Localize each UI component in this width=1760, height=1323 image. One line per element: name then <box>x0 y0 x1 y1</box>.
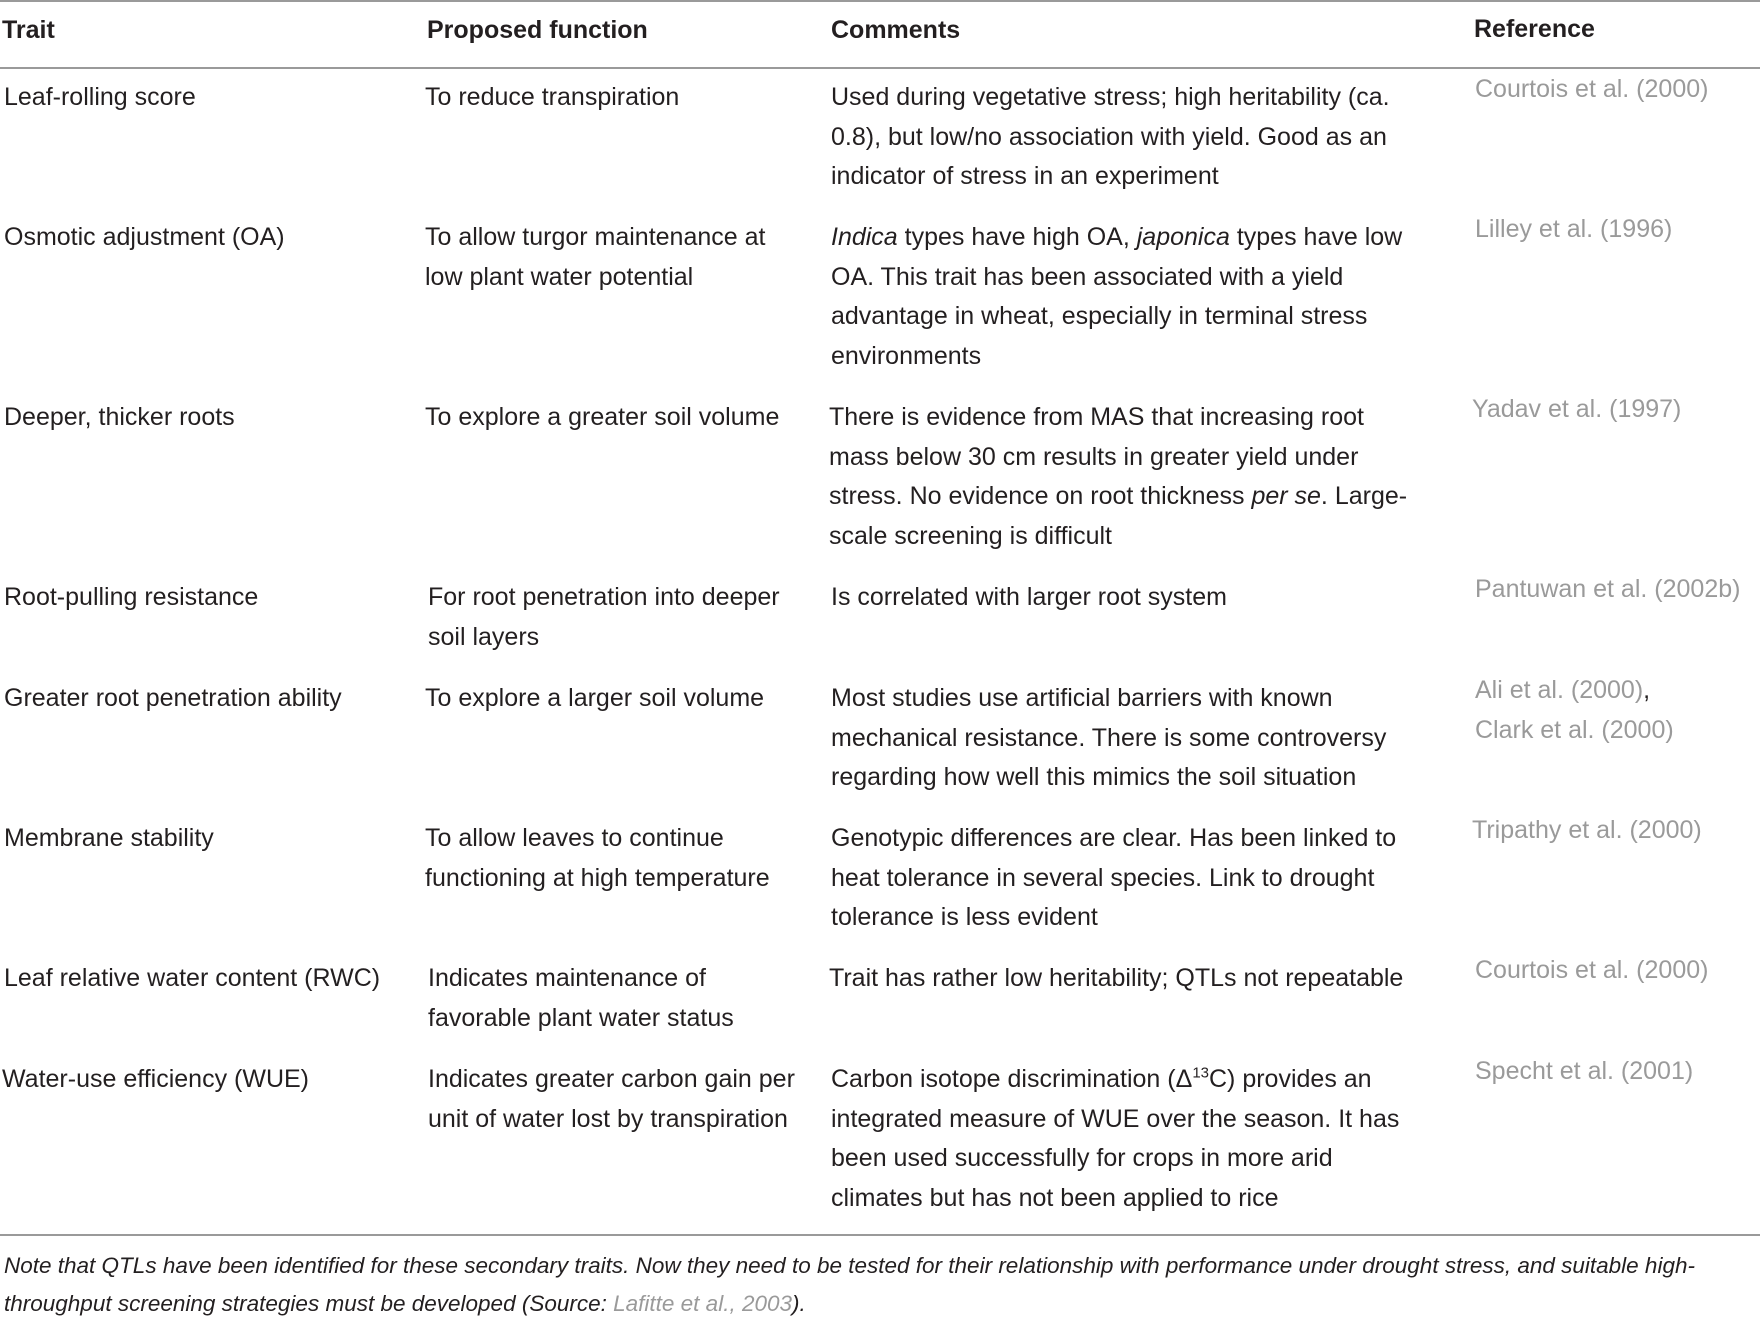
trait-cell: Greater root penetration ability <box>4 684 342 712</box>
function-cell: To explore a larger soil volume <box>425 684 765 712</box>
function-cell: To allow turgor maintenance at low plant water potential <box>425 223 766 291</box>
function-cell: To reduce transpiration <box>425 83 680 111</box>
function-cell: Indicates greater carbon gain per unit of water lost by transpiration <box>428 1065 795 1133</box>
header-comments: Comments <box>831 16 961 44</box>
function-cell: For root penetration into deeper soil layers <box>428 583 780 651</box>
trait-cell: Root-pulling resistance <box>4 583 259 611</box>
reference-link[interactable]: Courtois et al. (2000) <box>1475 956 1709 984</box>
italic-term: Indica <box>831 223 898 251</box>
comments-cell: Is correlated with larger root system <box>831 583 1227 611</box>
reference-link[interactable]: Yadav et al. (1997) <box>1472 395 1682 423</box>
trait-cell: Leaf relative water content (RWC) <box>4 964 381 992</box>
italic-term: per se <box>1251 482 1321 510</box>
reference-cell: Ali et al. (2000), Clark et al. (2000) <box>1475 676 1674 744</box>
comments-cell: Most studies use artificial barriers with known mechanical resistance. There is some controversy regarding how well this mimics the soil situation <box>831 684 1387 791</box>
superscript: 13 <box>1192 1064 1209 1082</box>
trait-cell: Membrane stability <box>4 824 214 852</box>
reference-link[interactable]: Pantuwan et al. (2002b) <box>1475 575 1741 603</box>
table-top-rule <box>0 0 1760 2</box>
reference-link[interactable]: Tripathy et al. (2000) <box>1472 816 1702 844</box>
reference-link[interactable]: Courtois et al. (2000) <box>1475 75 1709 103</box>
function-cell: To allow leaves to continue functioning at high temperature <box>425 824 770 892</box>
reference-link[interactable]: Clark et al. (2000) <box>1475 715 1674 744</box>
table-footnote: Note that QTLs have been identified for these secondary traits. Now they need to be tested for their relationship with performance under drought stress, and suitable high-throughput screening strategies must be developed (Source: Lafitte et al., 2003). <box>4 1253 1695 1316</box>
header-trait: Trait <box>2 16 55 44</box>
trait-cell: Leaf-rolling score <box>4 83 196 111</box>
trait-cell: Osmotic adjustment (OA) <box>4 223 285 251</box>
comments-cell: Used during vegetative stress; high heritability (ca. 0.8), but low/no association with yield. Good as an indicator of stress in an experiment <box>831 83 1390 190</box>
trait-cell: Water-use efficiency (WUE) <box>2 1065 310 1093</box>
reference-link[interactable]: Lilley et al. (1996) <box>1475 215 1673 243</box>
function-cell: Indicates maintenance of favorable plant water status <box>428 964 734 1032</box>
function-cell: To explore a greater soil volume <box>425 403 780 431</box>
comments-cell: Genotypic differences are clear. Has been linked to heat tolerance in several species. Link to drought tolerance is less evident <box>831 824 1397 931</box>
comments-cell: There is evidence from MAS that increasing root mass below 30 cm results in greater yield under stress. No evidence on root thickness per se. Large-scale screening is difficult <box>829 403 1408 550</box>
comments-cell: Trait has rather low heritability; QTLs not repeatable <box>829 964 1404 992</box>
header-reference: Reference <box>1474 15 1595 43</box>
trait-cell: Deeper, thicker roots <box>4 403 235 431</box>
comments-cell: Indica types have high OA, japonica types have low OA. This trait has been associated with a yield advantage in wheat, especially in terminal stress environments <box>831 223 1403 370</box>
header-proposed-function: Proposed function <box>427 16 648 44</box>
table-header-rule <box>0 67 1760 69</box>
reference-link[interactable]: Specht et al. (2001) <box>1475 1057 1694 1085</box>
italic-term: japonica <box>1136 223 1230 251</box>
reference-link[interactable]: Ali et al. (2000) <box>1475 676 1644 704</box>
table-bottom-rule <box>0 1234 1760 1236</box>
comments-cell: Carbon isotope discrimination $(\Delta^{13}C)$ provides an integrated measure of WUE over the season. It has been used successfully for crops in more arid climates but has not been applied to rice <box>831 1064 1400 1212</box>
source-link[interactable]: Lafitte et al., 2003 <box>613 1291 793 1316</box>
